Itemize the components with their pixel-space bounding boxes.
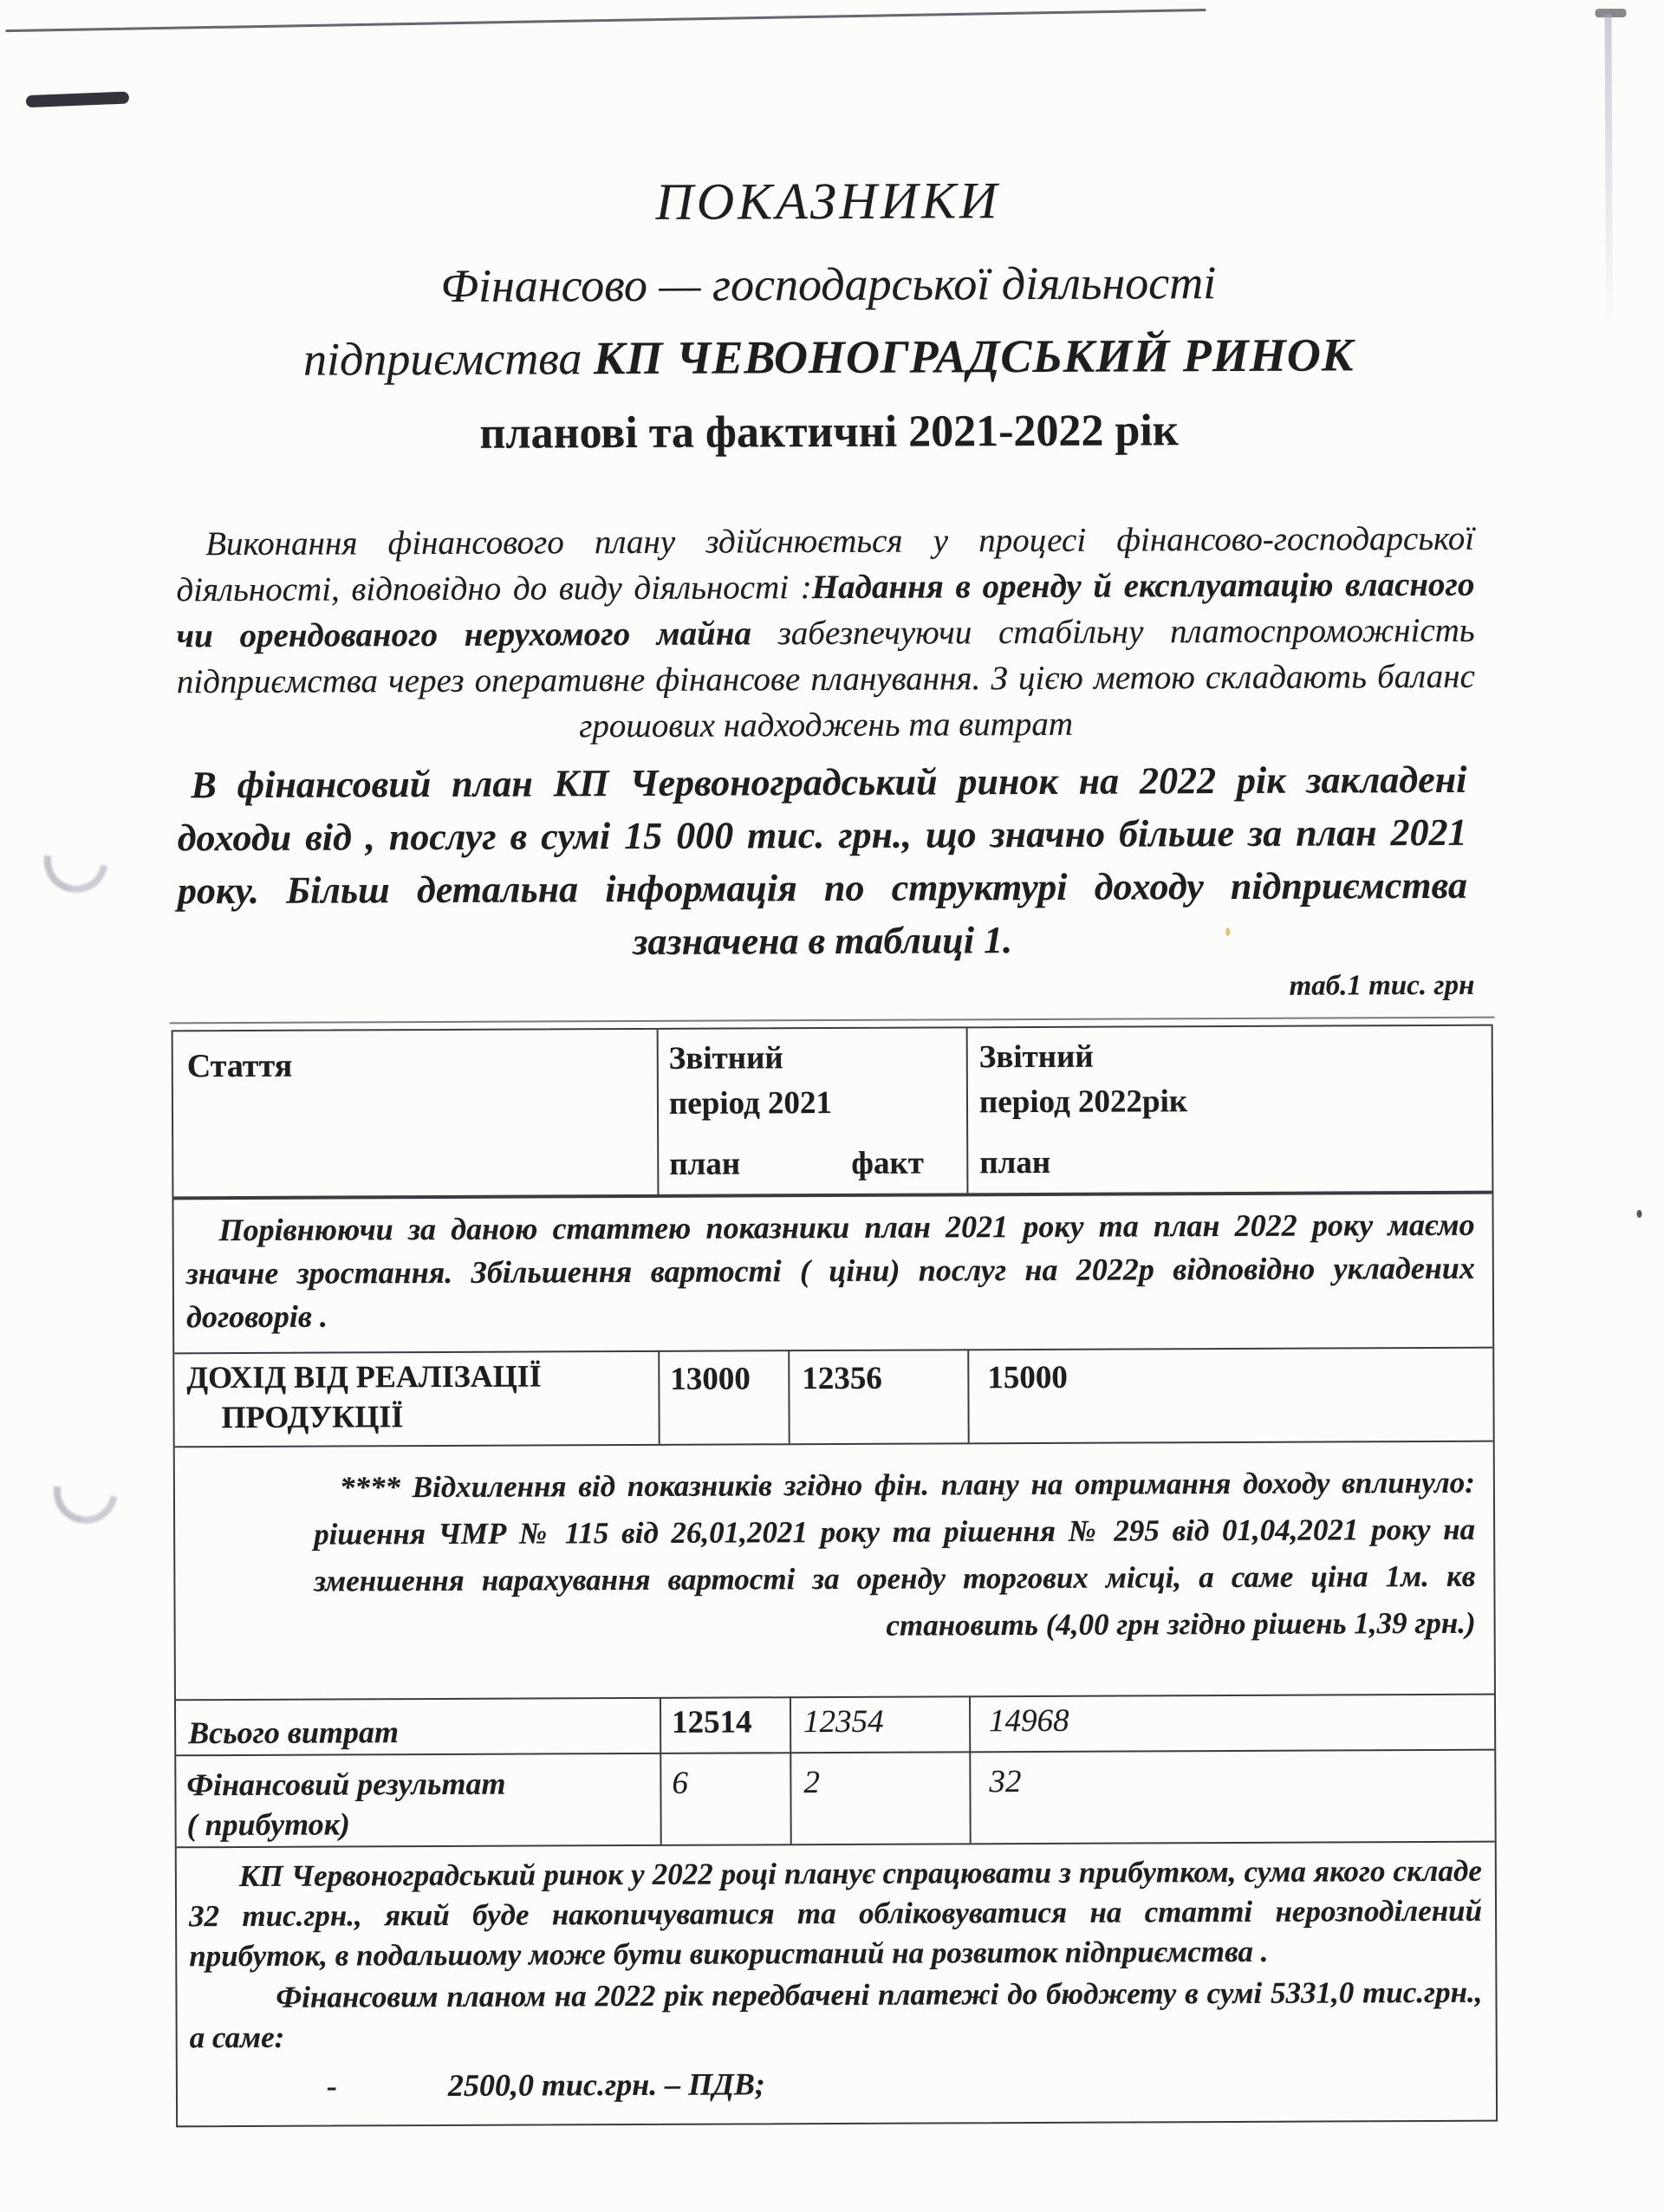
- intro-p1-bold-activity: Надання в оренду й експлуатацію власного чи орендованого нерухомого майна: [176, 565, 1475, 655]
- title-enterprise-line: [0, 327, 1661, 387]
- table-double-top-border: [170, 1017, 1495, 1025]
- title-enterprise-prefix: підприємства: [302, 332, 595, 386]
- table-row-border: [175, 1441, 1493, 1448]
- revenue-fact-2021: 12356: [802, 1360, 882, 1397]
- row-label-financial-result: Фінансовий результат ( прибуток): [186, 1766, 506, 1843]
- title-subtitle-activity: Фінансово — господарської діяльності: [440, 257, 1217, 312]
- expenses-fact-2021: 12354: [803, 1703, 884, 1740]
- table-column-separator: [788, 1350, 790, 1443]
- header-cell-period-2022: Звітний період 2022рік: [978, 1038, 1188, 1121]
- header-cell-period-2021: Звітний період 2021: [668, 1040, 833, 1122]
- table-column-separator: [790, 1696, 792, 1844]
- budget-bullet-line: [190, 2061, 1483, 2107]
- intro-p1-part1: Виконання фінансового плану здійснюється у процесі фінансово-господарської діяльності, відповідно до виду діяльності :: [176, 519, 1475, 609]
- header-subcell-plan-2021: план: [669, 1146, 741, 1182]
- comparison-note-row: Порівнюючи за даною статтею показники план 2021 року та план 2022 року маємо значне зростання. Збільшення вартості ( ціни) послуг на 2022р відповідно укладених договорів .: [185, 1207, 1475, 1335]
- result-plan-2021: 6: [672, 1765, 688, 1801]
- bullet-vat-amount: 2500,0 тис.грн. – ПДВ;: [447, 2066, 765, 2103]
- intro-paragraph-2: В фінансовий план КП Червоноградський ринок на 2022 рік закладені доходи від , послуг в сумі 15 000 тис. грн., що значно більше за план 2021 року. Більш детальна інформація по структурі доходу підприємства зазначена в таблиці 1.: [177, 758, 1468, 964]
- header-subcell-plan-2022: план: [979, 1144, 1051, 1181]
- title-block: [0, 168, 1661, 461]
- binder-hole-shadow-bottom: [41, 1447, 130, 1536]
- table-caption: таб.1 тис. грн: [1289, 969, 1475, 1002]
- result-fact-2021: 2: [803, 1765, 820, 1801]
- table-row-border: [176, 1694, 1494, 1701]
- financial-indicators-table: [172, 1025, 1498, 2128]
- deviation-note-row: **** Відхилення від показників згідно фін. плану на отримання доходу вплинуло: рішення ЧМР № 115 від 26,01,2021 року та рішення № 295 від 01,04,2021 року на зменшення нарахування вартості за оренду торгових місці, а саме ціна 1м. кв становить (4,00 грн згідно рішень 1,39 грн.): [314, 1465, 1476, 1643]
- title-period-line: планові та фактичні 2021-2022 рік: [479, 406, 1179, 459]
- scan-ink-dot-artifact: [1637, 1210, 1642, 1218]
- table-column-separator: [657, 1030, 660, 1194]
- expenses-plan-2021: 12514: [672, 1704, 752, 1740]
- table-column-separator: [966, 1028, 969, 1193]
- table-column-separator: [660, 1697, 662, 1844]
- document-title: ПОКАЗНИКИ: [655, 172, 1001, 231]
- title-company-name: КП ЧЕВОНОГРАДСЬКИЙ РИНОК: [593, 329, 1355, 385]
- row-label-total-expenses: Всього витрат: [188, 1714, 400, 1751]
- bullet-dash: -: [326, 2068, 338, 2104]
- header-subcell-fact-2021: факт: [851, 1145, 924, 1181]
- scan-pen-dash-artifact: [26, 91, 129, 107]
- intro-p1-part2: забезпечуючи стабільну платоспроможність підприємства через оперативне фінансове планування. З цією метою складають баланс грошових надходжень та витрат: [176, 611, 1475, 745]
- binder-hole-shadow-top: [31, 816, 120, 905]
- revenue-plan-2021: 13000: [670, 1361, 751, 1397]
- result-plan-2022: 32: [989, 1764, 1022, 1800]
- scan-top-line-artifact: [6, 9, 1206, 32]
- intro-paragraph-1: [176, 516, 1475, 751]
- expenses-plan-2022: 14968: [989, 1702, 1069, 1740]
- row-label-revenue: ДОХІД ВІД РЕАЛІЗАЦІЇ ПРОДУКЦІЇ: [186, 1358, 542, 1435]
- table-row-border: [174, 1347, 1492, 1355]
- summary-paragraph-profit: КП Червоноградський ринок у 2022 році планує спрацювати з прибутком, сума якого складе 32 тис.грн., який буде накопичуватися та обліковуватися на статті нерозподілений прибуток, в подальшому може бути використаний на розвиток підприємства .: [188, 1853, 1483, 1974]
- table-column-separator: [967, 1349, 969, 1442]
- revenue-plan-2022: 15000: [987, 1359, 1068, 1396]
- header-cell-article: Стаття: [186, 1047, 293, 1085]
- summary-block: [189, 1851, 1483, 2107]
- summary-paragraph-budget: Фінансовим планом на 2022 рік передбачені платежі до бюджету в сумі 5331,0 тис.грн., а саме:: [189, 1975, 1483, 2055]
- table-column-separator: [969, 1695, 972, 1843]
